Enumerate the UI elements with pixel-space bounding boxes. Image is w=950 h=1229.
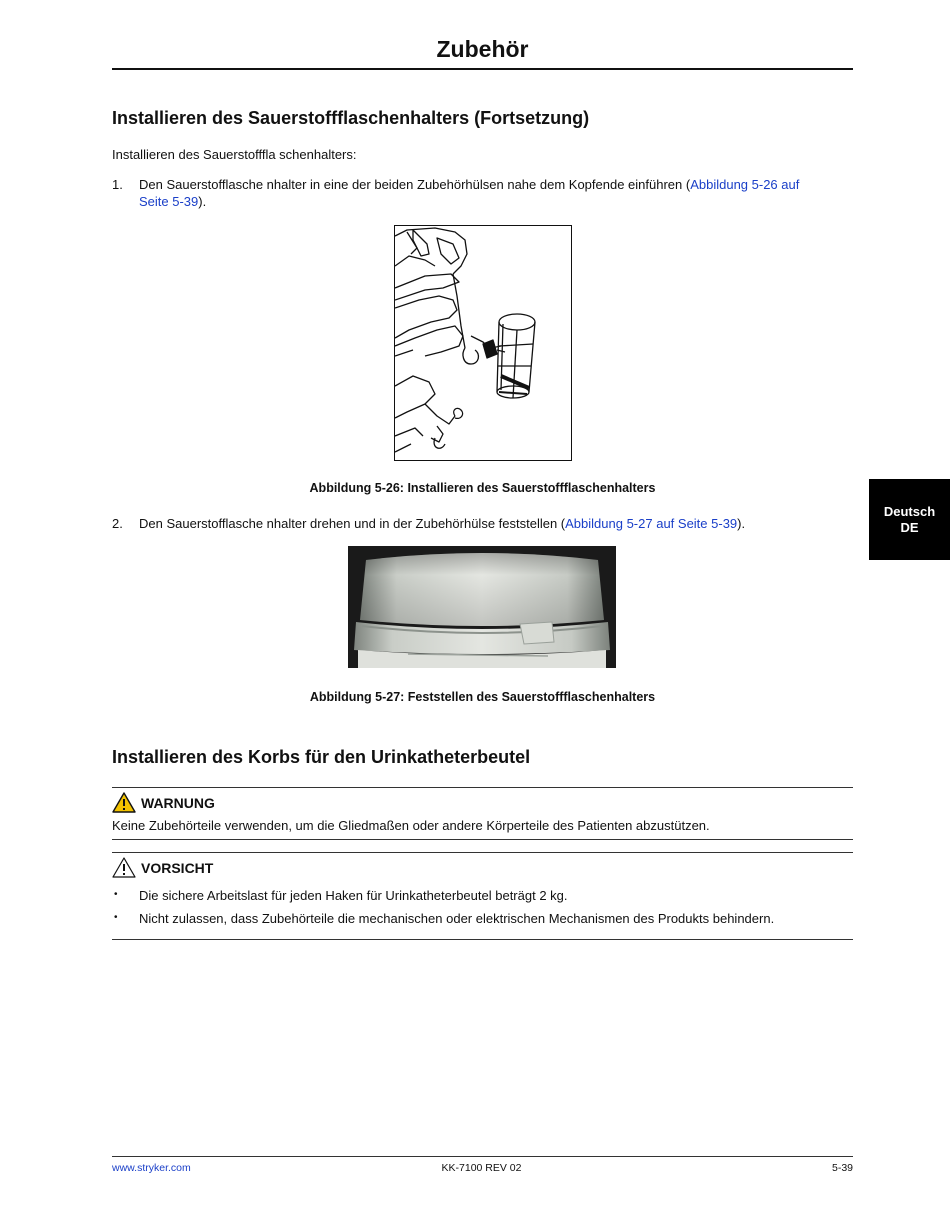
- caution-bullet-text: Nicht zulassen, dass Zubehörteile die mechanischen oder elektrischen Mechanismen des Produkts behindern.: [139, 911, 775, 926]
- step-number: 2.: [112, 516, 123, 531]
- footer-page-number: 5-39: [831, 1162, 853, 1174]
- warning-triangle-icon: [112, 792, 136, 813]
- warning-heading: [112, 792, 215, 813]
- step-1-tail: ).: [198, 194, 207, 209]
- figure-5-26-page-link[interactable]: Seite 5-39: [139, 194, 199, 209]
- step-text: [139, 515, 851, 532]
- step-1: [112, 176, 853, 212]
- caution-bullet: [112, 887, 853, 905]
- locked-holder-photo: [348, 546, 616, 668]
- footer-document-code: KK-7100 REV 02: [441, 1162, 522, 1174]
- bullet-dot: •: [114, 912, 118, 923]
- step-1-text: Den Sauerstofflasche nhalter in eine der beiden Zubehörhülsen nahe dem Kopfende einführen (: [139, 177, 691, 192]
- oxygen-holder-drawing: [395, 226, 571, 460]
- step-number: 1.: [112, 177, 123, 192]
- step-2-tail: ).: [737, 516, 746, 531]
- caution-bullet: [112, 910, 853, 928]
- step-2: [112, 515, 853, 533]
- page-title: Zubehör: [436, 36, 529, 62]
- warning-bottom-rule: [112, 839, 853, 840]
- intro-text: Installieren des Sauerstofffla schenhalters:: [112, 147, 357, 162]
- footer-website-link[interactable]: www.stryker.com: [112, 1162, 191, 1174]
- section-title-oxygen-holder: Installieren des Sauerstoffflaschenhalters (Fortsetzung): [112, 108, 590, 128]
- figure-5-27-photo: [348, 546, 616, 668]
- bullet-dot: •: [114, 889, 118, 900]
- language-code: DE: [900, 519, 919, 535]
- caution-heading: [112, 857, 213, 878]
- figure-5-26-illustration: [394, 225, 572, 461]
- warning-label: WARNUNG: [141, 794, 215, 811]
- section-title-catheter-basket: Installieren des Korbs für den Urinkatheterbeutel: [112, 747, 531, 767]
- figure-5-27-caption: Abbildung 5-27: Feststellen des Sauerstoffflaschenhalters: [309, 690, 656, 704]
- figure-5-26-caption: Abbildung 5-26: Installieren des Sauerstoffflaschenhalters: [309, 481, 656, 495]
- caution-bullet-text: Die sichere Arbeitslast für jeden Haken für Urinkatheterbeutel beträgt 2 kg.: [139, 888, 568, 903]
- caution-bottom-rule: [112, 939, 853, 940]
- warning-top-rule: [112, 787, 853, 788]
- figure-5-27-link[interactable]: Abbildung 5-27 auf Seite 5-39: [565, 516, 738, 531]
- page-header: [112, 34, 853, 70]
- language-side-tab: [869, 479, 950, 560]
- language-name: Deutsch: [883, 503, 936, 519]
- figure-5-26-link[interactable]: Abbildung 5-26 auf: [690, 177, 800, 192]
- caution-label: VORSICHT: [141, 859, 214, 876]
- caution-triangle-icon: [112, 857, 136, 878]
- step-text: [139, 176, 851, 210]
- footer-rule: [112, 1156, 853, 1157]
- warning-text: Keine Zubehörteile verwenden, um die Gliedmaßen oder andere Körperteile des Patienten abzustützen.: [112, 818, 710, 833]
- step-2-text: Den Sauerstofflasche nhalter drehen und in der Zubehörhülse feststellen (: [139, 516, 566, 531]
- caution-top-rule: [112, 852, 853, 853]
